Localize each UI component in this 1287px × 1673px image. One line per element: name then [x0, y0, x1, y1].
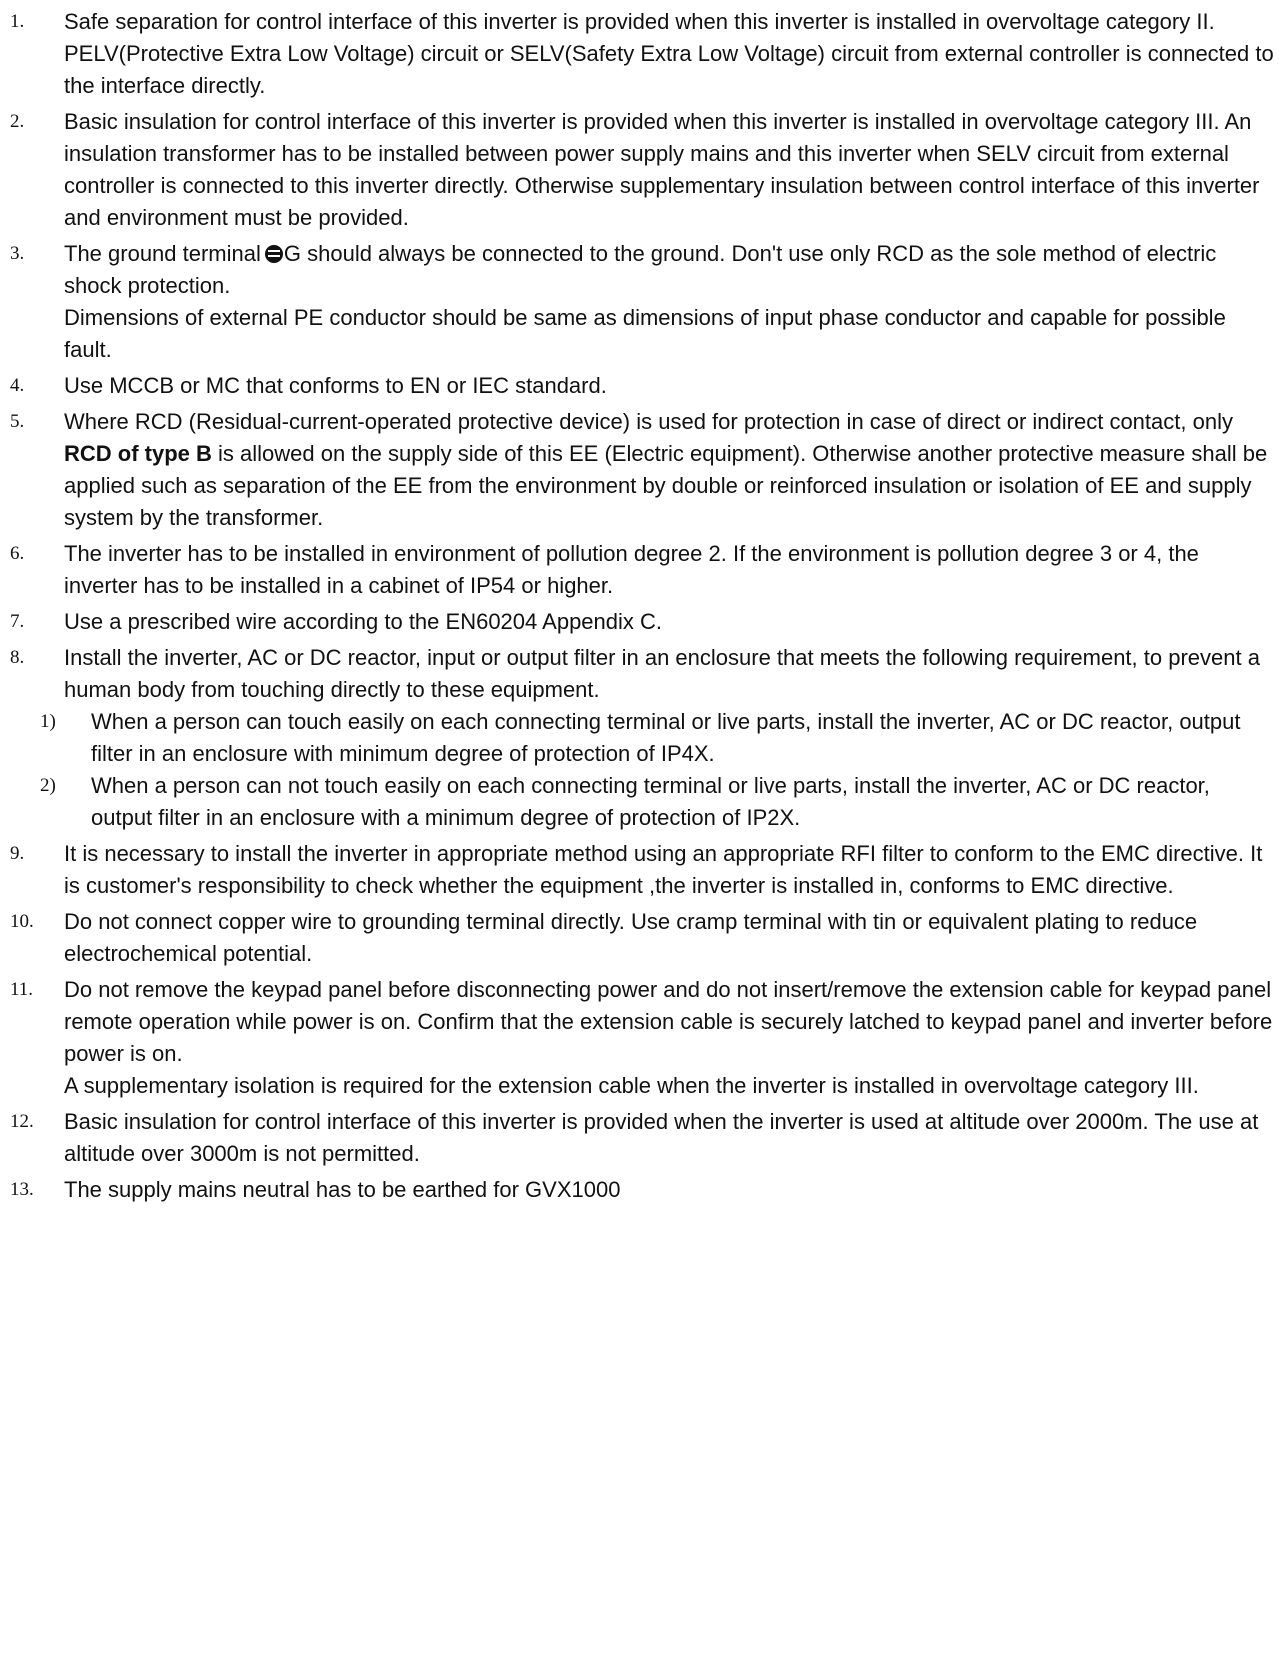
item-number: 1.: [10, 11, 25, 32]
list-item: [0, 238, 1287, 366]
list-item: [0, 106, 1287, 234]
list-item: [0, 974, 1287, 1102]
list-item: [0, 538, 1287, 602]
list-item: [0, 906, 1287, 970]
item-text: Do not remove the keypad panel before disconnecting power and do not insert/remove the extension cable for keypad panel remote operation while power is on. Confirm that the extension cable is securely latched to keypad panel and inverter before power is on.: [64, 977, 1273, 1066]
item-text: Safe separation for control interface of this inverter is provided when this inverter is installed in overvoltage category II. PELV(Protective Extra Low Voltage) circuit or SELV(Safety Extra Low Voltage) circuit from external controller is connected to the interface directly.: [64, 9, 1274, 98]
item-text: Basic insulation for control interface of this inverter is provided when the inverter is used at altitude over 2000m. The use at altitude over 3000m is not permitted.: [64, 1109, 1259, 1166]
item-number: 6.: [10, 543, 25, 564]
item-text: Use MCCB or MC that conforms to EN or IEC standard.: [64, 373, 607, 398]
item-text: [64, 406, 1277, 534]
emphasis-text: RCD of type B: [64, 441, 212, 466]
item-text-part: is allowed on the supply side of this EE (Electric equipment). Otherwise another protective measure shall be applied such as separation of the EE from the environment by double or reinforced insulation or isolation of EE and supply system by the transformer.: [64, 441, 1268, 530]
item-text: Do not connect copper wire to grounding terminal directly. Use cramp terminal with tin or equivalent plating to reduce electrochemical potential.: [64, 909, 1198, 966]
list-item: [0, 1106, 1287, 1170]
sub-item-text: When a person can not touch easily on each connecting terminal or live parts, install the inverter, AC or DC reactor, output filter in an enclosure with a minimum degree of protection of IP2X.: [91, 773, 1210, 830]
item-number: 11.: [10, 979, 34, 1000]
item-text: Basic insulation for control interface of this inverter is provided when this inverter is installed in overvoltage category III. An insulation transformer has to be installed between power supply mains and this inverter when SELV circuit from external controller is connected to this inverter directly. Otherwise supplementary insulation between control interface of this inverter and environment must be provided.: [64, 109, 1260, 230]
list-item: [0, 1174, 1287, 1206]
item-text-continuation: Dimensions of external PE conductor should be same as dimensions of input phase conductor and capable for possible fault.: [64, 305, 1226, 362]
list-item: [0, 406, 1287, 534]
sub-item-text: When a person can touch easily on each connecting terminal or live parts, install the inverter, AC or DC reactor, output filter in an enclosure with minimum degree of protection of IP4X.: [91, 709, 1241, 766]
item-text: Install the inverter, AC or DC reactor, input or output filter in an enclosure that meets the following requirement, to prevent a human body from touching directly to these equipment.: [64, 645, 1260, 702]
list-item: [0, 838, 1287, 902]
item-number: 12.: [10, 1111, 34, 1132]
document-page: [0, 6, 1287, 1210]
item-text: It is necessary to install the inverter in appropriate method using an appropriate RFI filter to conform to the EMC directive. It is customer's responsibility to check whether the equipment ,the inverter is installed in, conforms to EMC directive.: [64, 841, 1263, 898]
item-text-part: The ground terminal: [64, 241, 261, 266]
item-text: The inverter has to be installed in environment of pollution degree 2. If the environment is pollution degree 3 or 4, the inverter has to be installed in a cabinet of IP54 or higher.: [64, 541, 1199, 598]
item-number: 7.: [10, 611, 25, 632]
list-item: [0, 642, 1287, 834]
item-number: 10.: [10, 911, 34, 932]
item-text: [64, 238, 1277, 302]
item-text-part: Where RCD (Residual-current-operated protective device) is used for protection in case of direct or indirect contact, only: [64, 409, 1233, 434]
item-number: 4.: [10, 375, 25, 396]
item-text: Use a prescribed wire according to the EN60204 Appendix C.: [64, 609, 663, 634]
ground-terminal-icon: [265, 245, 283, 263]
item-text: The supply mains neutral has to be earthed for GVX1000: [64, 1177, 621, 1202]
item-number: 5.: [10, 411, 25, 432]
item-number: 2.: [10, 111, 25, 132]
list-item: [0, 606, 1287, 638]
item-number: 9.: [10, 843, 25, 864]
list-item: [0, 6, 1287, 102]
item-number: 8.: [10, 647, 25, 668]
sub-item-number: 2): [40, 775, 56, 796]
sub-list-item: [40, 706, 1277, 770]
sub-list-item: [40, 770, 1277, 834]
list-item: [0, 370, 1287, 402]
sub-item-number: 1): [40, 711, 56, 732]
item-number: 13.: [10, 1179, 34, 1200]
item-text-continuation: A supplementary isolation is required for the extension cable when the inverter is installed in overvoltage category III.: [64, 1073, 1199, 1098]
item-number: 3.: [10, 243, 25, 264]
item-text-part: G should always be connected to the ground. Don't use only RCD as the sole method of electric shock protection.: [64, 241, 1217, 298]
